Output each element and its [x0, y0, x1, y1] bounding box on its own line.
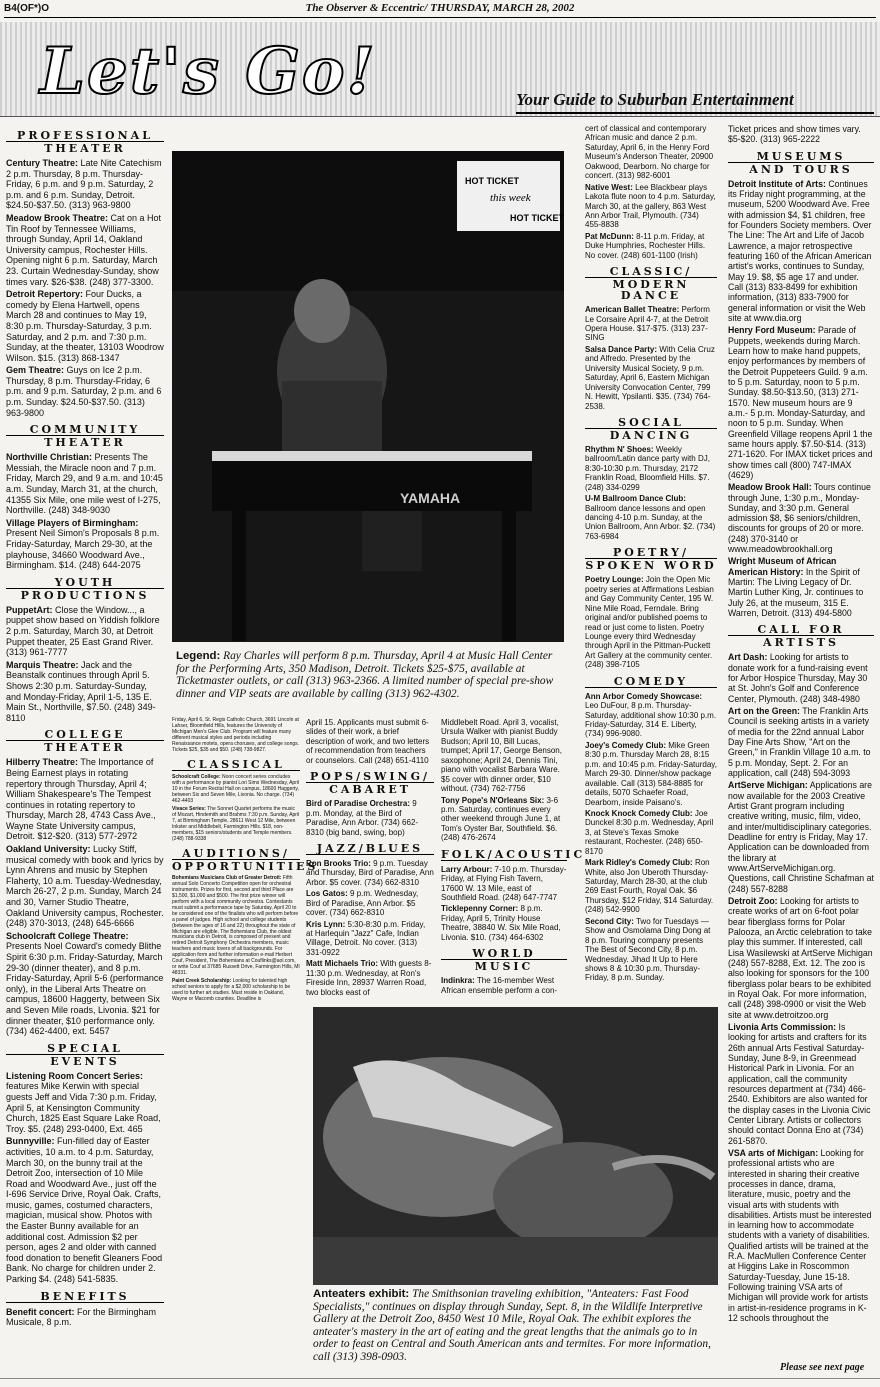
listing-item: [585, 494, 717, 541]
section-heading-line1: POETRY/: [612, 546, 690, 560]
listing-item: [6, 365, 164, 418]
listing-name: Bunnyville:: [6, 1136, 55, 1147]
listing-item: [172, 775, 300, 805]
listing-name: Pat McDunn:: [585, 231, 634, 241]
listing-text: Looking for artists to create works of art on 6-foot polar bear fiberglass forms for Polar Palooza, an Arctic celebration to take play this summer. If interested, call Lisa Wasilewski at ArtServe Michigan (248) 557-8288, Ext. 12. The zoo is also looking for sponsors for the 100 fiberglass polar bears to be exhibited in Royal Oak. For more information, call (248) 398-0900 or visit the Web site at www.detroitzoo.org: [728, 895, 873, 1020]
listing-item: [441, 865, 567, 903]
listing-name: American Ballet Theatre:: [585, 305, 680, 315]
listing-item: [172, 876, 300, 976]
listing-text: Looking for artists to donate work for a fund-raising event for Arbor Hospice Thursday, May 30 at St. John's Golf and Conference Center, Plymouth. (248) 348-4980: [728, 652, 868, 704]
listing-text: Perform Le Corsaire April 4-7, at the Detroit Opera House. $17-$75. (313) 237-SING: [585, 305, 710, 343]
listing-name: Ticklepenny Corner:: [441, 904, 519, 914]
listing-item: [6, 452, 164, 516]
listing-name: Hilberry Theatre:: [6, 757, 79, 768]
listing-name: Tony Pope's N'Orleans Six:: [441, 795, 545, 805]
listing-item: [585, 917, 717, 983]
section-heading-line2: CABARET: [306, 782, 434, 795]
listing-item: [585, 575, 717, 669]
section-heading-line1: CLASSICAL: [172, 759, 300, 771]
listing-item: [441, 718, 567, 794]
listing-text: For the Birmingham Musicale, 8 p.m.: [6, 1306, 157, 1328]
listing-name: Detroit Institute of Arts:: [728, 178, 826, 189]
listing-name: PuppetArt:: [6, 604, 53, 615]
section-heading-line2: MODERN DANCE: [585, 277, 717, 301]
listing-item: [585, 345, 717, 411]
listing-name: Schoolcraft College:: [172, 774, 221, 781]
listing-name: Detroit Repertory:: [6, 289, 84, 300]
listing-text: Looking for talented high school seniors to apply for a $2,000 scholarship to be used to further art studies. Must reside in Oakland, Wayne or Macomb counties. Deadline is: [172, 977, 291, 1002]
section-heading-line1: CALL FOR: [757, 623, 845, 637]
listing-item: [728, 482, 874, 554]
column-5: [585, 124, 717, 985]
listing-item: [728, 780, 874, 894]
listing-text: 8 p.m. Friday, April 5, Trinity House Theatre, 38840 W. Six Mile Road, Livonia. $10. (734) 464-6302: [441, 904, 561, 942]
section-heading-line1: YOUTH: [54, 575, 116, 589]
listing-name: VSA arts of Michigan:: [728, 1147, 819, 1158]
listing-text: Continues its Friday night programming, at the museum, 5200 Woodward Ave. Free with admission $4, $1 children, free for Founders Society members. Over The Line: The Art and Life of Jacob Lawrence, a major retrospective featuring 160 of the African American artist's works, continues to Sunday, May 19. $8, $5 age 17 and under. Call (313) 833-8499 for exhibition information, (313) 833-7900 for general information or visit the Web site at www.dia.org: [728, 178, 872, 323]
section-heading-line1: MUSEUMS: [756, 149, 846, 163]
section-heading: [306, 771, 434, 795]
listing-text: Weekly ballroom/Latin dance party with DJ, 8:30-10:30 p.m. Thursday, 2172 Franklin Road, Bloomfield Hills. $7. (248) 334-0299: [585, 444, 710, 492]
section-heading: [6, 130, 164, 154]
footer-rule: [0, 1378, 880, 1379]
section-heading: [728, 151, 874, 175]
listing-name: Art Dash:: [728, 652, 768, 663]
listing-item: [728, 556, 874, 618]
listing-text: Close the Window..., a puppet show based on Yiddish folklore 2 p.m. Saturday, March 30, at Detroit Puppet theater, 25 East Grand River. (313) 961-7777: [6, 604, 160, 658]
section-heading: [6, 1291, 164, 1303]
listing-name: Henry Ford Museum:: [728, 325, 816, 336]
section-heading-line1: CLASSIC/: [609, 265, 693, 279]
listing-text: 9 p.m. Tuesday and Thursday, Bird of Paradise, Ann Arbor. $5 cover. (734) 662-8310: [306, 858, 434, 887]
listing-name: Second City:: [585, 916, 634, 926]
listing-text: Jack and the Beanstalk continues through April 5. Shows 2:30 p.m. Saturday-Sunday, and Monday-Friday, April 1-5, 135 E. Main St., Northville, $7.50. (248) 349-8110: [6, 659, 156, 723]
column-6: [728, 124, 874, 1325]
listing-name: Listening Room Concert Series:: [6, 1070, 144, 1081]
listing-item: [728, 1148, 874, 1324]
listing-text: Joe Dunckel 8:30 p.m. Wednesday, April 3, at Steve's Texas Smoke restaurant, Rochester. (248) 650-8170: [585, 808, 714, 856]
listing-name: Native West:: [585, 182, 633, 192]
listing-text: Looking for professional artists who are interested in sharing their creative processes in dance, drama, literature, music, poetry and the visual arts with students with disabilities. Artists must be interested in learning how to accommodate students with a variety of disabilities. Qualified artists will be trained at the R.A. MacMullen Conference Center at Higgins Lake in Roscommon Saturday-Tuesday, June 15-18. Following training VSA arts of Michigan will provide work for artists in artist-in-residence programs in K-12 schools throughout the: [728, 1147, 872, 1324]
section-heading-line1: JAZZ/BLUES: [306, 843, 434, 855]
listing-text: cert of classical and contemporary African music and dance 2 p.m. Saturday, April 6, in the Henry Ford Museum's Anderson Theater, 20900 Oakwood, Dearborn. No charge for concert. (313) 982-6001: [585, 124, 714, 181]
listing-name: Northville Christian:: [6, 452, 93, 463]
listing-item: [6, 518, 164, 571]
section-heading-line1: AUDITIONS/: [182, 847, 290, 861]
listing-item: [585, 445, 717, 492]
listing-name: Ann Arbor Comedy Showcase:: [585, 691, 703, 701]
listing-text: Guys on Ice 2 p.m. Thursday, 8 p.m. Thursday-Friday, 6 p.m. and 9 p.m. Saturday, 2 p.m. and 6 p.m. Sunday. $24.50-$37.50. (313) 963-9800: [6, 365, 162, 418]
section-heading-line1: FOLK/ACOUSTIC: [441, 847, 586, 861]
section-heading: [172, 759, 300, 771]
listing-text: Fifth annual Solo Concerto Competition open for orchestral instruments. Prizes for first, second and third Place are $1,500, $1,000 and $500. The first prize winner will perform with a local community orchestra. Contestants must submit a performance tape by Saturday, April 20 to be considered one of the finalists who will perform before a panel of judges. High school and college students (between the ages of 16 and 22) throughout the state of Michigan are eligible. The Bohemians Club, the oldest musicians club in Detroit, is composed of present and retired Detroit Symphony Orchestra members, music teachers and music lovers of all backgrounds. For application form and further information e-mail Herbert Couf, President, The Bohemians at Couflinks@aol.com, or write Couf at 37685 Russett Drive, Farmington Hills, MI 48331.: [172, 875, 300, 976]
listing-text: 9 p.m. Monday, at the Bird of Paradise, Ann Arbor. (734) 662-8310 (big band, swing, bop): [306, 799, 419, 837]
section-heading: [585, 547, 717, 571]
section-heading: [441, 948, 567, 972]
listing-text: Mike Green 8:30 p.m. Thursday March 28, 8:15 p.m. and 10:45 p.m. Friday-Saturday, March 29-30. Dinner/show package available. Call (313) 584-8885 for details, 5070 Schaefer Road, Dearborn, inside Paisano's.: [585, 740, 717, 807]
listing-name: Kris Lynn:: [306, 919, 346, 929]
badge-right: HOT TICKET: [510, 213, 564, 223]
listing-name: Benefit concert:: [6, 1306, 75, 1317]
listing-item: [585, 741, 717, 807]
banner-tagline: Your Guide to Suburban Entertainment: [516, 90, 794, 109]
section-heading-line1: PROFESSIONAL: [17, 129, 153, 142]
listing-name: Meadow Brook Hall:: [728, 482, 812, 493]
section-heading-line2: OPPORTUNITIES: [172, 860, 319, 874]
listing-item: [306, 799, 434, 837]
listing-item: [6, 1136, 164, 1284]
listing-item: [6, 213, 164, 287]
listing-text: Cat on a Hot Tin Roof by Tennessee Williams, through Sunday, April 14, Oakland University campus, Rochester Hills. Opening night 6 p.m. Saturday, March 23. Curtain Wednesday-Sunday, show times vary. $26-$38. (248) 377-3300.: [6, 212, 162, 287]
section-heading-line2: THEATER: [6, 740, 164, 753]
listing-text: Ron White, also Jon Uberoth Thursday-Saturday, March 28-30, at the club 269 East Fourth, Royal Oak. $6 Thursday, $12 Friday, $14 Saturday. (248) 542-9900: [585, 858, 714, 915]
listing-name: Vivace Series:: [172, 805, 206, 812]
column-3: [306, 718, 434, 999]
listing-text: With guests 8-11:30 p.m. Wednesday, at Ron's Fireside Inn, 28937 Warren Road, two blocks east of: [306, 959, 432, 997]
listing-item: [6, 660, 164, 724]
top-photo-caption: [176, 650, 564, 700]
listing-name: Wright Museum of African American History:: [728, 556, 837, 577]
section-heading: [172, 847, 319, 874]
listing-text: Present Neil Simon's Proposals 8 p.m. Friday-Saturday, March 29-30, at the playhouse, 34660 Woodward Ave., Birmingham. $14. (248) 644-2075: [6, 528, 160, 571]
listing-text: Tours continue through June, 1:30 p.m., Monday-Sunday, and 3:30 p.m. General admission $8, $6 seniors/children, discounts for groups of 20 or more. (248) 370-3140 or www.meadowbrookhall.org: [728, 482, 871, 555]
listing-text: The Sonnet Quartet performs the music of Mozart, Hindemith and Brahms 7:30 p.m. Sunday, April 7, at Birmingham Temple, 28611 West 12 Mile, between Inkster and Middlebelt, Farmington Hills. $18, non-members, $15 seniors/students and Temple members. (248) 788-9338: [172, 805, 300, 842]
listing-text: 7-10 p.m. Thursday-Friday, at Flying Fish Tavern, 17600 W. 13 Mile, east of Southfield Road. (248) 647-7747: [441, 864, 567, 902]
listing-name: Oakland University:: [6, 844, 91, 855]
section-heading: [6, 424, 164, 448]
section-heading-line1: SOCIAL: [618, 415, 684, 429]
listing-name: Rhythm N' Shoes:: [585, 444, 654, 454]
listing-item: [728, 706, 874, 778]
listing-text: 8-11 p.m. Friday, at Duke Humphries, Rochester Hills. No cover. (248) 601-1100 (Irish): [585, 231, 706, 260]
section-heading-line1: COMMUNITY: [29, 423, 141, 437]
listing-text: features Mike Kerwin with special guests Jeff and Vida 7:30 p.m. Friday, April 5, at Kensington Community Church, 1825 East Square Lake Road, Troy. $5. (248) 293-0400, Ext. 465: [6, 1081, 161, 1134]
page-number: B4(OF*)O: [4, 3, 49, 14]
listing-text: Fun-filled day of Easter activities, 10 a.m. to 4 p.m. Saturday, March 30, on the bunny trail at the Detroit Zoo, intersection of 10 Mile Road and Woodward Ave., just off the I-696 Service Drive, Royal Oak. Crafts, music, games, costumed characters, magician, musical show. Photos with the Easter Bunny available for an additional cost. Admission $2 per person, ages 2 and older with canned food donation to benefit Gleaners Food Bank. No charge for children under 2. Parking $4. (248) 541-5835.: [6, 1136, 163, 1285]
listing-item: [728, 652, 874, 704]
column-2: [172, 717, 319, 1004]
bottom-caption-text: The Smithsonian traveling exhibition, "Anteaters: Fast Food Specialists," continues on display through Sunday, Sept. 8, in the Wildlife Interpretive Gallery at the Detroit Zoo, 8450 West 10 Mile, Royal Oak. The exhibit explores the anteater's mastery in the art of eating and the great lengths that the animals go to in order to feast on Central and South American ants and termites. For more information, call (313) 398-0903.: [313, 1288, 711, 1363]
listing-text: Ballroom dance lessons and open dancing 4-10 p.m. Sunday, at the Union Ballroom, Ann Arbor. $2. (734) 763-6984: [585, 503, 716, 541]
ray-charles-photo: [172, 151, 564, 642]
listing-text: Four Ducks, a comedy by Elena Hartwell, opens March 28 and continues to May 19, 8:30 p.m. Thursday-Saturday, 3 p.m. Saturday, and 2 p.m. and 7:30 p.m. Sunday, at the theater, 13103 Woodrow Wilson. $15. (313) 868-1347: [6, 289, 164, 363]
section-heading: [728, 624, 874, 648]
listing-item: [585, 692, 717, 739]
section-heading: [6, 577, 164, 601]
listing-item: [585, 858, 717, 915]
column-4: [441, 718, 586, 997]
listing-item: [585, 183, 717, 230]
section-heading-line1: WORLD: [472, 947, 536, 961]
section-heading: [585, 417, 717, 441]
piano-brand-label: YAMAHA: [400, 490, 461, 506]
listing-text: Lucky Stiff, musical comedy with book and lyrics by Lynn Ahrens and music by Stephen Flaherty, 10 a.m. Tuesday-Wednesday, March 26-27, 2 p.m. Sunday, March 24 and 30, Varner Studio Theatre, Oakland University campus, Rochester. (248) 370-3013, (248) 645-6666: [6, 844, 164, 929]
section-heading: [306, 843, 434, 855]
column-1: [6, 124, 164, 1330]
section-heading-line2: MUSIC: [441, 959, 567, 972]
section-heading: [6, 729, 164, 753]
listing-name: Matt Michaels Trio:: [306, 959, 379, 969]
listing-name: Mark Ridley's Comedy Club:: [585, 858, 693, 868]
listing-item: [728, 896, 874, 1020]
section-heading-line2: PRODUCTIONS: [6, 588, 164, 601]
listing-text: 3-6 p.m. Saturday, continues every other weekend through June 1, at Tom's Oyster Bar, Southfield. $6. (248) 476-2674: [441, 795, 561, 843]
listing-name: Village Players of Birmingham:: [6, 517, 139, 528]
listing-item: [6, 931, 164, 1037]
section-heading: [585, 266, 717, 301]
listing-text: Join the Open Mic poetry series at Affirmations Lesbian and Gay Community Center, 195 W. Nine Mile Road, Ferndale. Bring original and/or published poems to read or just come to listen. Poetry Lounge every third Wednesday through April in the Pittman-Puckett Art Gallery at the community center. (248) 398-7105: [585, 575, 714, 670]
listing-item: [6, 1071, 164, 1135]
listing-item: [728, 1022, 874, 1146]
listing-item: [585, 305, 717, 343]
listing-text: Parade of Puppets, weekends during March. Learn how to make hand puppets, enjoy performances by members of the Detroit Puppeteers Guild. 9 a.m. to 5 p.m. Saturday, noon to 5 p.m. Sunday. $8.50-$13.50, (313) 271-1570. New museum hours are 9 a.m.- 5 p.m. Monday-Saturday, and noon to 5 p.m. Sunday. When Greenfield Village reopens April 1 the same hours apply. $7.50-$14. (313) 271-1620. For IMAX ticket prices and show times call (800) 747-IMAX (4629): [728, 325, 873, 480]
listing-text: Middlebelt Road. April 3, vocalist, Ursula Walker with pianist Buddy Budson; April 10, Bill Lucas, trumpet; April 17, George Benson, saxophone; April 24, Dennis Tini, piano with vocalist Barbara Ware. $5 cover with dinner order, $10 without. (734) 762-7756: [441, 718, 562, 794]
section-heading-line1: COLLEGE: [44, 728, 126, 742]
listing-name: Marquis Theatre:: [6, 659, 79, 670]
listing-text: Friday, April 6, St. Regis Catholic Church, 3691 Lincoln at Lahser, Bloomfield Hills, features the University of Michigan Men's Glee Club. Program will feature many different musical styles and periods including Renaissance motets, opera choruses, and college songs. Tickets $25, $35 and $50. (248) 738-9827.: [172, 717, 300, 753]
listing-name: Livonia Arts Commission:: [728, 1021, 837, 1032]
lets-go-logo: Let's Go!: [40, 34, 377, 109]
listing-text: The Franklin Arts Council is seeking artists in a variety of media for the 22nd annual Labor Day Fine Arts Show, "Art on the Green," in Franklin Village 10 a.m. to 5 p.m. Monday, Sept. 2. For an application, call (248) 594-3093: [728, 706, 871, 779]
listing-item: [306, 859, 434, 887]
header-rule: [4, 17, 876, 18]
listing-name: Century Theatre:: [6, 158, 79, 168]
listing-item: [6, 844, 164, 929]
listing-text: 5:30-8:30 p.m. Friday, at Harlequin "Jazz" Cafe, Indian Village, Detroit. No cover. (313) 331-0922: [306, 919, 426, 957]
anteater-photo-art: [313, 1007, 718, 1285]
listing-item: [728, 325, 874, 480]
listing-item: [728, 124, 874, 145]
paper-dateline: The Observer & Eccentric/ THURSDAY, MARCH 28, 2002: [305, 2, 575, 14]
section-heading-line1: BENEFITS: [6, 1291, 164, 1303]
listing-text: Presents Noel Coward's comedy Blithe Spirit 6:30 p.m. Friday-Saturday, March 29-30 (dinner theater), and 8 p.m. Friday-Saturday, April 5-6 (performance only), in the Liberal Arts Theatre on campus, 18600 Haggerty, between Six and Seven Mile roads, Livonia. $21 for dinner theater, $10 performance only. (734) 462-4400, ext. 5457: [6, 941, 164, 1037]
listing-item: [6, 605, 164, 658]
listing-name: Salsa Dance Party:: [585, 344, 658, 354]
listing-item: [585, 809, 717, 856]
section-heading-line2: DANCING: [585, 428, 717, 441]
section-heading-line1: SPECIAL: [47, 1041, 123, 1055]
listing-name: Art on the Green:: [728, 706, 800, 717]
listing-name: Meadow Brook Theatre:: [6, 212, 109, 223]
listing-name: Gem Theatre:: [6, 365, 65, 376]
listing-item: [585, 124, 717, 181]
listing-text: Is looking for artists and crafters for its 26th annual Arts Festival Saturday-Sunday, June 8-9, in Greenmead Historical Park in Livonia. For an application, call the community resources department at (734) 466-2540. Exhibitors are also wanted for the display cases in the Livonia Civic Center Library. Artists or collectors should contact Donna Eno at (734) 261-5870.: [728, 1021, 871, 1146]
listing-text: The Importance of Being Earnest plays in rotating repertory through Thursday, April 4; William Shakespeare's The Tempest continues in rotating repertory to Thursday, March 28, 4743 Cass Ave., Wayne State University campus, Detroit. $12-$20. (313) 577-2972: [6, 757, 156, 842]
listing-item: [306, 959, 434, 997]
listing-name: U-M Ballroom Dance Club:: [585, 494, 686, 504]
bottom-caption-label: Anteaters exhibit:: [313, 1288, 410, 1300]
listing-item: [6, 757, 164, 842]
section-heading-line1: POPS/SWING/: [310, 770, 430, 784]
listing-name: ArtServe Michigan:: [728, 780, 808, 791]
listing-item: [441, 976, 567, 995]
listing-name: Larry Arbour:: [441, 864, 493, 874]
listing-item: [172, 718, 300, 753]
listing-item: [6, 158, 164, 211]
listing-item: [172, 979, 300, 1003]
section-heading: [441, 847, 586, 861]
listing-name: Detroit Zoo:: [728, 895, 778, 906]
listing-item: [728, 179, 874, 324]
listing-name: Knock Knock Comedy Club:: [585, 808, 693, 818]
listing-name: Los Gatos:: [306, 889, 348, 899]
listing-text: Ticket prices and show times vary. $5-$20. (313) 965-2222: [728, 124, 861, 145]
listing-item: [6, 1307, 164, 1328]
badge-left: HOT TICKET: [465, 176, 519, 186]
listing-item: [441, 796, 567, 843]
listing-name: Paint Creek Scholarship:: [172, 977, 232, 984]
listing-name: Poetry Lounge:: [585, 575, 644, 585]
listing-name: Ron Brooks Trio:: [306, 858, 371, 868]
listing-text: Noon concert series concludes with a performance by pianist Lori Sims Wednesday, April 10 in the Forum Recital Hall on campus, 18600 Haggerty, between Six and Seven Mile, Livonia. No charge. (734) 462-4403: [172, 774, 300, 805]
section-heading-line2: EVENTS: [6, 1054, 164, 1067]
section-heading-line1: COMEDY: [585, 676, 717, 688]
listing-name: Bohemians Musicians Club of Greater Detroit:: [172, 875, 282, 882]
anteater-photo: [313, 1007, 718, 1285]
bottom-photo-caption: [313, 1288, 718, 1364]
listing-name: Indinkra:: [441, 976, 475, 986]
listing-item: [306, 718, 434, 765]
section-heading-line2: AND TOURS: [728, 162, 874, 175]
section-heading-line2: SPOKEN WORD: [585, 559, 717, 573]
listing-text: Late Nite Catechism 2 p.m. Thursday, 8 p.m. Thursday-Friday, 6 p.m. and 9 p.m. Saturday, 2 p.m. and 6 p.m. Sunday, Detroit. $24.50-$37.50. (313) 963-9800: [6, 158, 162, 211]
listing-item: [172, 807, 300, 842]
section-heading: [6, 1043, 164, 1067]
listing-text: With Celia Cruz and Alfredo. Presented by the University Musical Society, 9 p.m. Saturday, April 6, Eastern Michigan University Convocation Center, 799 N. Hewitt, Ypsilanti. $35. (734) 764-2538.: [585, 344, 715, 411]
listing-text: Two for Tuesdays — Show and Osmolama Ding Dong at 8 p.m. Touring company presents The Best of Second City, 8 p.m. Wednesday. Jihad It Up to Here shows 8 & 10:30 p.m. Thursday-Friday, 8 p.m. Sunday.: [585, 916, 711, 983]
listing-item: [6, 289, 164, 363]
section-heading-line2: ARTISTS: [728, 635, 874, 648]
listing-item: [306, 920, 434, 958]
listing-text: 9 p.m. Wednesday, Bird of Paradise, Ann Arbor. $5 cover. (734) 662-8310: [306, 889, 419, 918]
listing-text: Applications are now available for the 2003 Creative Artist Grant program including creative writing, music, film, video, and inter/multidisciplinary categories. Deadline for entry is Friday, May 17. Application can be downloaded from the library at www.ArtServeMichigan.org. Questions, call Christine Schafman at (248) 557-8288: [728, 780, 874, 894]
banner-rule: [516, 112, 874, 114]
listing-name: Bird of Paradise Orchestra:: [306, 799, 411, 809]
listing-text: Presents The Messiah, the Miracle noon and 7 p.m. Friday, March 29, and 9 a.m. and 10:45 a.m. Sunday, March 31, at the church, 41355 Six Mile, one mile west of I-275, Northville. (248) 348-9030: [6, 452, 163, 516]
listing-name: Joey's Comedy Club:: [585, 740, 667, 750]
ray-charles-photo-art: [172, 151, 564, 642]
listing-text: In the Spirit of Martin: The Living Legacy of Dr. Martin Luther King, Jr. continues to July 26, at the museum, 315 E. Warren, Detroit. (313) 494-5800: [728, 566, 864, 619]
section-banner: [0, 22, 880, 117]
listing-item: [306, 889, 434, 917]
listing-item: [441, 904, 567, 942]
next-page-link: Please see next page: [780, 1362, 865, 1373]
listing-text: The 16-member West African ensemble perform a con-: [441, 976, 558, 995]
listing-text: Leo DuFour, 8 p.m. Thursday-Saturday, additional show 10:30 p.m. Friday-Saturday, 314 E. Liberty, (734) 996-9080.: [585, 701, 717, 739]
section-heading-line2: THEATER: [6, 435, 164, 448]
badge-center: this week: [490, 192, 531, 204]
top-caption-text: Ray Charles will perform 8 p.m. Thursday, April 4 at Music Hall Center for the Performing Arts, 350 Madison, Detroit. Tickets $25-$75, available at Ticketmaster outlets, or call (313) 963-2366. A limited number of special pre-show dinner and VIP seats are available by calling (313) 962-4302.: [176, 650, 554, 700]
listing-text: April 15. Applicants must submit 6-slides of their work, a brief description of work, and two letters of recommendation from teachers or counselors. Call (248) 651-4110: [306, 718, 430, 765]
listing-name: Schoolcraft College Theatre:: [6, 930, 129, 941]
section-heading-line2: THEATER: [6, 141, 164, 154]
section-heading: [585, 676, 717, 688]
listing-item: [585, 232, 717, 260]
top-caption-label: Legend:: [176, 650, 221, 662]
listing-text: Lee Blackbear plays Lakota flute noon to 4 p.m. Saturday, March 30, at the gallery, 863 West Ann Arbor Trail, Plymouth. (734) 455-8838: [585, 182, 716, 230]
